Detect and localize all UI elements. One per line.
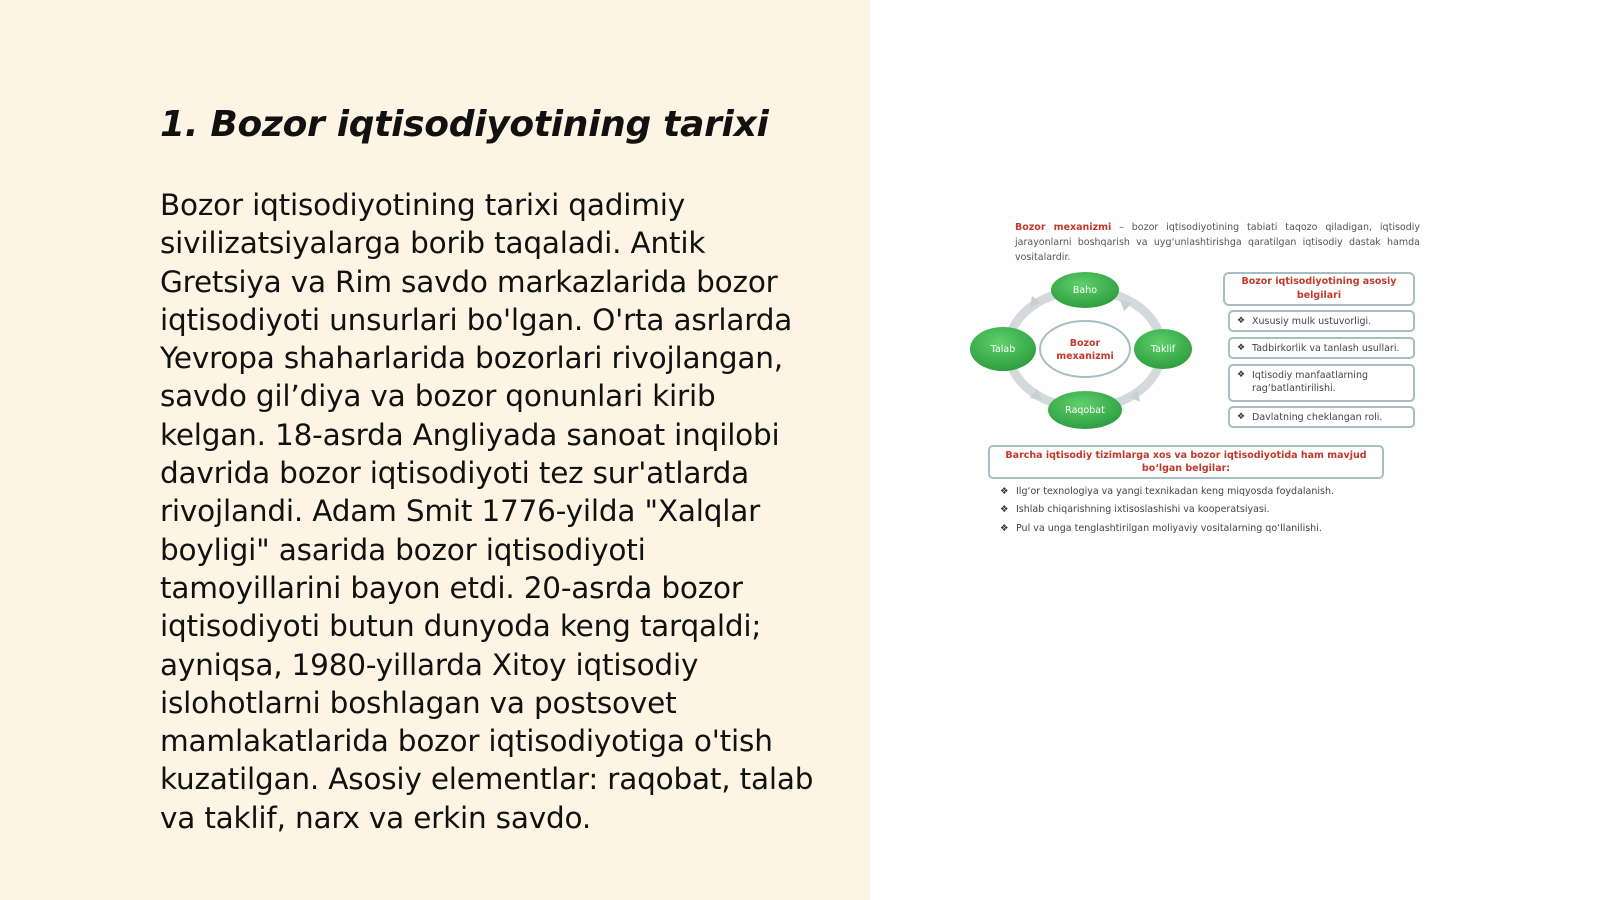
cycle-node-taklif-label: Taklif: [1150, 344, 1176, 355]
bullet-icon: ❖: [1237, 412, 1246, 422]
sign-item-text: Xususiy mulk ustuvorligi.: [1252, 316, 1372, 327]
market-mechanism-cycle: [970, 270, 1215, 450]
common-sign-text: Pul va unga tenglashtirilgan moliyaviy vositalarning qo‘llanilishi.: [1016, 523, 1322, 534]
sign-item: [1228, 310, 1415, 332]
cycle-node-raqobat-label: Raqobat: [1065, 405, 1105, 416]
common-sign-text: Ilg‘or texnologiya va yangi texnikadan keng miqyosda foydalanish.: [1016, 486, 1335, 497]
common-sign-item: [1000, 523, 1322, 534]
bullet-icon: ❖: [1000, 504, 1009, 515]
bullet-icon: ❖: [1237, 343, 1246, 353]
definition-term: Bozor mexanizmi: [1015, 222, 1112, 233]
common-sign-item: [1000, 504, 1270, 515]
sign-item: [1228, 364, 1415, 402]
definition-body: – bozor iqtisodiyotining tabiati taqozo qiladigan, iqtisodiy jarayonlarni boshqarish va uyg‘unlashtirishga qaratilgan iqtisodiy dastak hamda vositalardir.: [1015, 222, 1421, 263]
bullet-icon: ❖: [1000, 486, 1009, 497]
definition-text: [1015, 220, 1420, 265]
sign-item: [1228, 337, 1415, 359]
common-signs-title: Barcha iqtisodiy tizimlarga xos va bozor iqtisodiyotida ham mavjud bo‘lgan belgilar:: [988, 445, 1384, 479]
cycle-center-line1: Bozor: [1069, 338, 1101, 349]
common-sign-item: [1000, 486, 1334, 497]
cycle-center-line2: mexanizmi: [1056, 351, 1114, 362]
sign-item-text: Iqtisodiy manfaatlarning rag‘batlantirilishi.: [1252, 370, 1368, 394]
market-mechanism-figure: [970, 212, 1430, 562]
slide-body-text: Bozor iqtisodiyotining tarixi qadimiy sivilizatsiyalarga borib taqaladi. Antik Gretsiya va Rim savdo markazlarida bozor iqtisodiyoti unsurlari bo'lgan. O'rta asrlarda Yevropa shaharlarida bozorlari rivojlangan, savdo gil’diya va bozor qonunlari kirib kelgan. 18-asrda Angliyada sanoat inqilobi davrida bozor iqtisodiyoti tez sur'atlarda rivojlandi. Adam Smit 1776-yilda "Xalqlar boyligi" asarida bozor iqtisodiyoti tamoyillarini bayon etdi. 20-asrda bozor iqtisodiyoti butun dunyoda keng tarqaldi; ayniqsa, 1980-yillarda Xitoy iqtisodiy islohotlarni boshlagan va postsovet mamlakatlarida bozor iqtisodiyotiga o'tish kuzatilgan. Asosiy elementlar: raqobat, talab va taklif, narx va erkin savdo.: [160, 188, 814, 835]
cycle-center: [1040, 321, 1130, 377]
bullet-icon: ❖: [1000, 523, 1009, 534]
sign-item: [1228, 406, 1415, 428]
bullet-icon: ❖: [1237, 316, 1246, 326]
sign-item-text: Tadbirkorlik va tanlash usullari.: [1252, 343, 1400, 354]
cycle-node-baho-label: Baho: [1072, 285, 1098, 296]
common-sign-text: Ishlab chiqarishning ixtisoslashishi va kooperatsiyasi.: [1016, 504, 1270, 515]
bullet-icon: ❖: [1237, 370, 1246, 380]
sign-item-text: Davlatning cheklangan roli.: [1252, 412, 1383, 423]
cycle-node-talab-label: Talab: [990, 344, 1016, 355]
slide-title: 1. Bozor iqtisodiyotining tarixi: [160, 104, 769, 145]
signs-title: Bozor iqtisodiyotining asosiy belgilari: [1223, 272, 1415, 306]
